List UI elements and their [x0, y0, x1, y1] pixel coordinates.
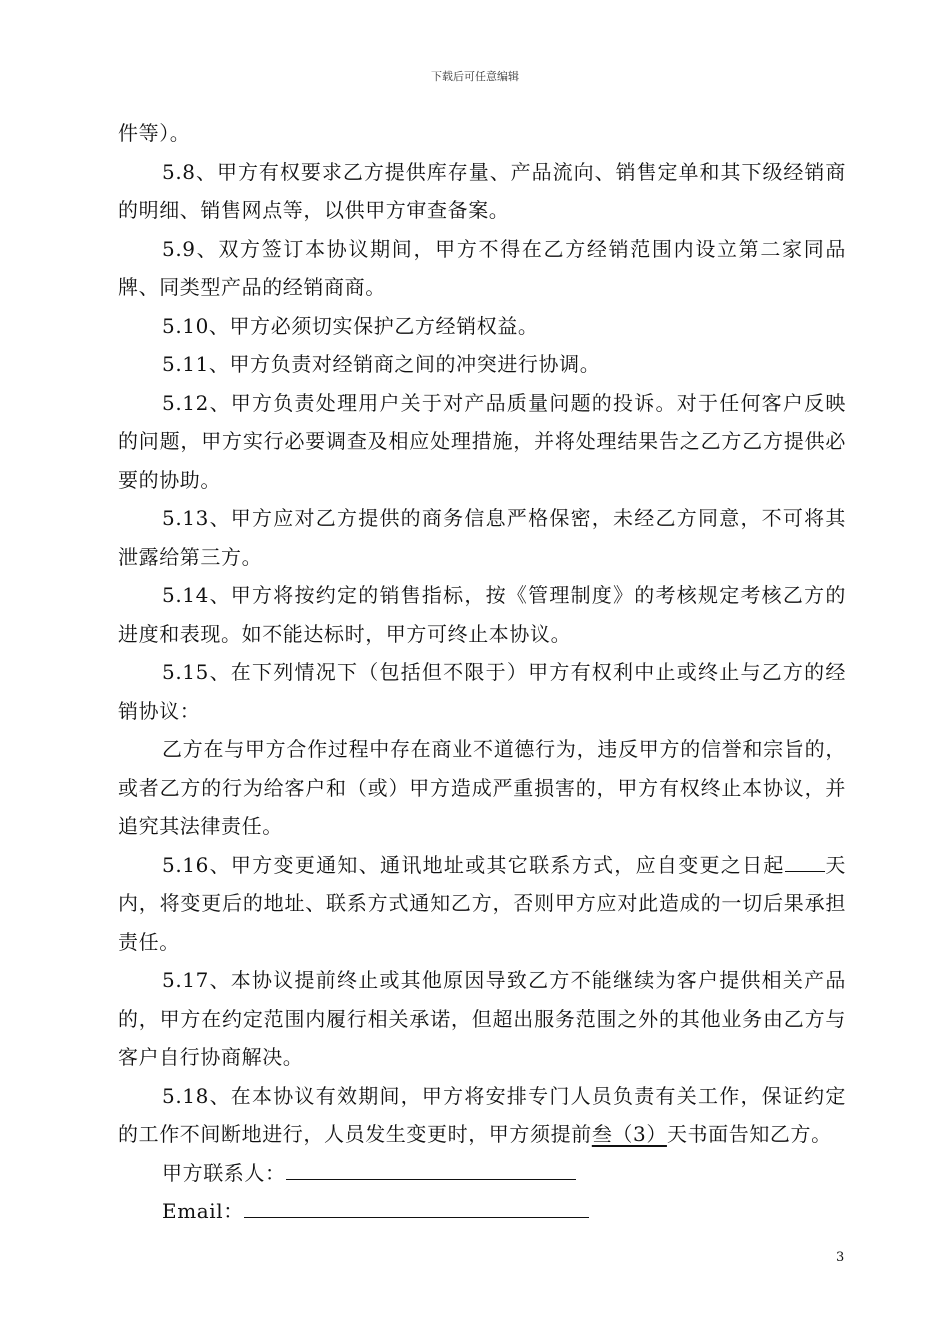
- clause-5-11: 5.11、甲方负责对经销商之间的冲突进行协调。: [162, 352, 601, 376]
- clause-5-16: [118, 846, 846, 962]
- clause-5-10: 5.10、甲方必须切实保护乙方经销权益。: [162, 313, 539, 338]
- email-blank: [244, 1197, 589, 1218]
- document-body: [118, 114, 846, 1231]
- email-line: [118, 1192, 846, 1231]
- clause-5-18: [118, 1077, 846, 1154]
- paragraph-continuation: 件等）。: [118, 121, 191, 145]
- clause-5-16-text-a: 5.16、甲方变更通知、通讯地址或其它联系方式，应自变更之日起: [162, 852, 785, 877]
- contact-person-line: [118, 1154, 846, 1193]
- email-label: Email：: [162, 1199, 244, 1223]
- notice-days-underlined: 叁（3）: [591, 1122, 667, 1146]
- days-blank-field: [785, 849, 825, 872]
- clause-5-9: 5.9、双方签订本协议期间，甲方不得在乙方经销范围内设立第二家同品牌、同类型产品的经销商商。: [118, 236, 846, 299]
- clause-5-18-text-a: 5.18、在本协议有效期间，甲方将安排专门人员负责有关工作，保证约定的工作不间断地进行，人员发生变更时，甲方须提前: [118, 1083, 846, 1146]
- clause-5-8: 5.8、甲方有权要求乙方提供库存量、产品流向、销售定单和其下级经销商的明细、销售网点等，以供甲方审查备案。: [118, 159, 846, 222]
- clause-5-15: 5.15、在下列情况下（包括但不限于）甲方有权利中止或终止与乙方的经销协议：: [118, 660, 846, 723]
- clause-5-13: 5.13、甲方应对乙方提供的商务信息严格保密，未经乙方同意，不可将其泄露给第三方。: [118, 506, 846, 569]
- clause-5-14: 5.14、甲方将按约定的销售指标，按《管理制度》的考核规定考核乙方的进度和表现。如不能达标时，甲方可终止本协议。: [118, 583, 846, 646]
- clause-5-15-detail: 乙方在与甲方合作过程中存在商业不道德行为，违反甲方的信誉和宗旨的，或者乙方的行为给客户和（或）甲方造成严重损害的，甲方有权终止本协议，并追究其法律责任。: [118, 737, 846, 838]
- clause-5-18-text-b: 天书面告知乙方。: [666, 1122, 832, 1146]
- page-number: 3: [836, 1250, 845, 1265]
- clause-5-16-text-b: 天内，将变更后的地址、联系方式通知乙方，否则甲方应对此造成的一切后果承担责任。: [118, 852, 846, 954]
- contact-person-blank: [286, 1159, 576, 1180]
- contact-person-label: 甲方联系人：: [162, 1160, 286, 1185]
- clause-5-12: 5.12、甲方负责处理用户关于对产品质量问题的投诉。对于任何客户反映的问题，甲方实行必要调查及相应处理措施，并将处理结果告之乙方乙方提供必要的协助。: [118, 390, 846, 492]
- page-header: 下载后可任意编辑: [431, 70, 519, 83]
- clause-5-17: 5.17、本协议提前终止或其他原因导致乙方不能继续为客户提供相关产品的，甲方在约定范围内履行相关承诺，但超出服务范围之外的其他业务由乙方与客户自行协商解决。: [118, 968, 846, 1069]
